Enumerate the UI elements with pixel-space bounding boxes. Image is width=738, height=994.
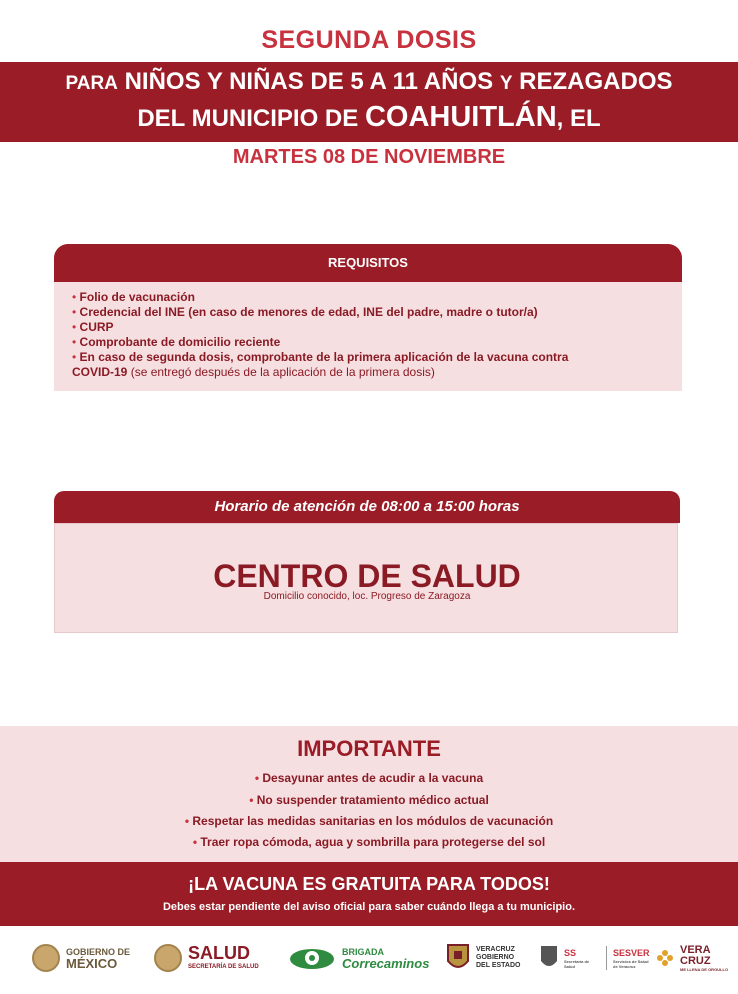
list-item: • Respetar las medidas sanitarias en los módulos de vacunación xyxy=(184,814,554,828)
target-banner xyxy=(0,62,738,142)
list-item: • Credencial del INE (en caso de menores de edad, INE del padre, madre o tutor/a) xyxy=(72,305,538,319)
logo-brigada-correcaminos: BRIGADA Correcaminos xyxy=(288,940,429,976)
campaign-title: SEGUNDA DOSIS xyxy=(261,26,477,54)
requirements-panel xyxy=(54,244,682,391)
flower-icon xyxy=(656,949,674,967)
list-item: • Traer ropa cómoda, agua y sombrilla para protegerse del sol xyxy=(192,835,546,849)
free-vaccine-title: ¡LA VACUNA ES GRATUITA PARA TODOS! xyxy=(188,874,550,894)
logo-ss-sesver: SS Secretaría de Salud SESVER Servicios de Salud de Veracruz xyxy=(540,940,653,976)
important-panel xyxy=(0,726,738,862)
state-shield-icon xyxy=(540,945,558,971)
list-item: • En caso de segunda dosis, comprobante de la primera aplicación de la vacuna contra xyxy=(72,350,569,364)
important-title: IMPORTANTE xyxy=(297,736,441,761)
event-date: MARTES 08 DE NOVIEMBRE xyxy=(232,146,506,168)
list-item-continuation: COVID-19 (se entregó después de la aplicación de la primera dosis) xyxy=(72,365,435,379)
logo-veracruz-orgullo: VERA CRUZ ME LLENA DE ORGULLO xyxy=(656,940,728,976)
location-name: CENTRO DE SALUD xyxy=(213,558,521,594)
logo-gobierno-mexico: GOBIERNO DE MÉXICO xyxy=(32,940,130,976)
list-item: • CURP xyxy=(72,320,114,334)
logo-veracruz-gobierno: VERACRUZ GOBIERNO DEL ESTADO xyxy=(446,940,520,976)
banner-line-1: PARA NIÑOS Y NIÑAS DE 5 A 11 AÑOS Y REZAGADOS xyxy=(65,68,673,95)
eagle-seal-icon xyxy=(154,944,182,972)
list-item: • Desayunar antes de acudir a la vacuna xyxy=(254,771,484,785)
eagle-seal-icon xyxy=(32,944,60,972)
requirements-body xyxy=(54,282,682,391)
list-item: • Comprobante de domicilio reciente xyxy=(72,335,281,349)
requirements-list xyxy=(72,290,672,380)
requirements-heading: REQUISITOS xyxy=(54,244,682,282)
location-address: Domicilio conocido, loc. Progreso de Zaragoza xyxy=(263,591,471,602)
schedule-heading: Horario de atención de 08:00 a 15:00 horas xyxy=(54,491,680,523)
free-vaccine-banner xyxy=(0,862,738,926)
roadrunner-icon xyxy=(288,943,336,973)
logo-salud: SALUD SECRETARÍA DE SALUD xyxy=(154,940,259,976)
list-item: • No suspender tratamiento médico actual xyxy=(249,793,489,807)
state-shield-icon xyxy=(446,943,470,973)
banner-line-2: DEL MUNICIPIO DE COAHUITLÁN, EL xyxy=(137,101,601,133)
location-panel xyxy=(54,523,678,633)
free-vaccine-subtitle: Debes estar pendiente del aviso oficial para saber cuándo llega a tu municipio. xyxy=(162,901,575,913)
list-item: • Folio de vacunación xyxy=(72,290,195,304)
